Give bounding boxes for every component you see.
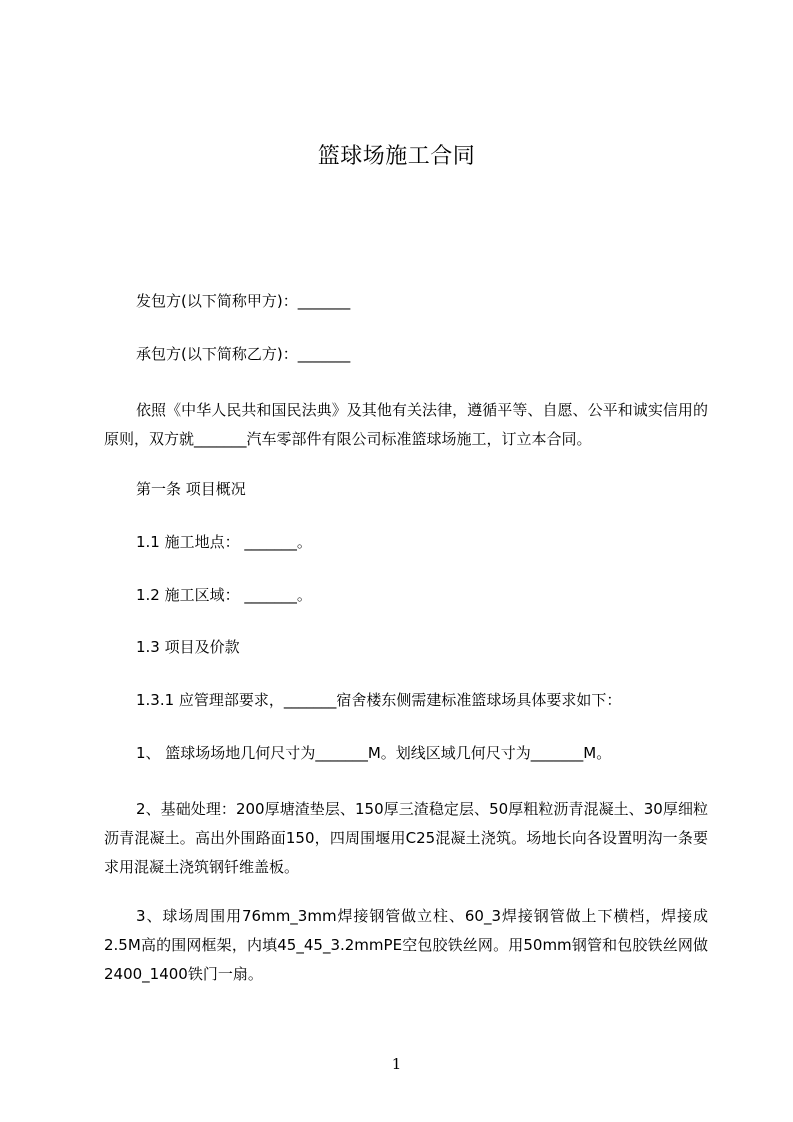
item-1-1-site: 1.1 施工地点： _______。 [136,533,312,551]
page-number: 1 [391,1055,402,1073]
item-1-3-heading: 1.3 项目及价款 [136,638,240,656]
document-title: 篮球场施工合同 [317,144,476,169]
requirement-2: 2、基础处理：200厚塘渣垫层、150厚三渣稳定层、50厚粗粒沥青混凝土、30厚细粒沥青混凝土。高出外围路面150，四周围堰用C25混凝土浇筑。场地长向各设置明沟一条要求用混凝土浇筑钢钎维盖板。 [104,800,708,876]
party-b-line: 承包方(以下简称乙方)：_______ [136,345,351,363]
article-1-heading: 第一条 项目概况 [136,480,246,498]
preamble-paragraph: 依照《中华人民共和国民法典》及其他有关法律，遵循平等、自愿、公平和诚实信用的原则，双方就_______汽车零部件有限公司标准篮球场施工，订立本合同。 [104,401,708,448]
item-1-2-area: 1.2 施工区域： _______。 [136,586,312,604]
party-a-line: 发包方(以下简称甲方)：_______ [136,292,351,310]
requirement-1: 1、 篮球场场地几何尺寸为_______M。划线区域几何尺寸为_______M。 [136,744,612,762]
item-1-3-1: 1.3.1 应管理部要求，_______宿舍楼东侧需建标准篮球场具体要求如下： [136,691,622,709]
requirement-3: 3、球场周围用76mm_3mm焊接钢管做立柱、60_3焊接钢管做上下横档，焊接成2.5M高的围网框架，内填45_45_3.2mmPE空包胶铁丝网。用50mm钢管和包胶铁丝网做2400_1400铁门一扇。 [104,907,708,983]
